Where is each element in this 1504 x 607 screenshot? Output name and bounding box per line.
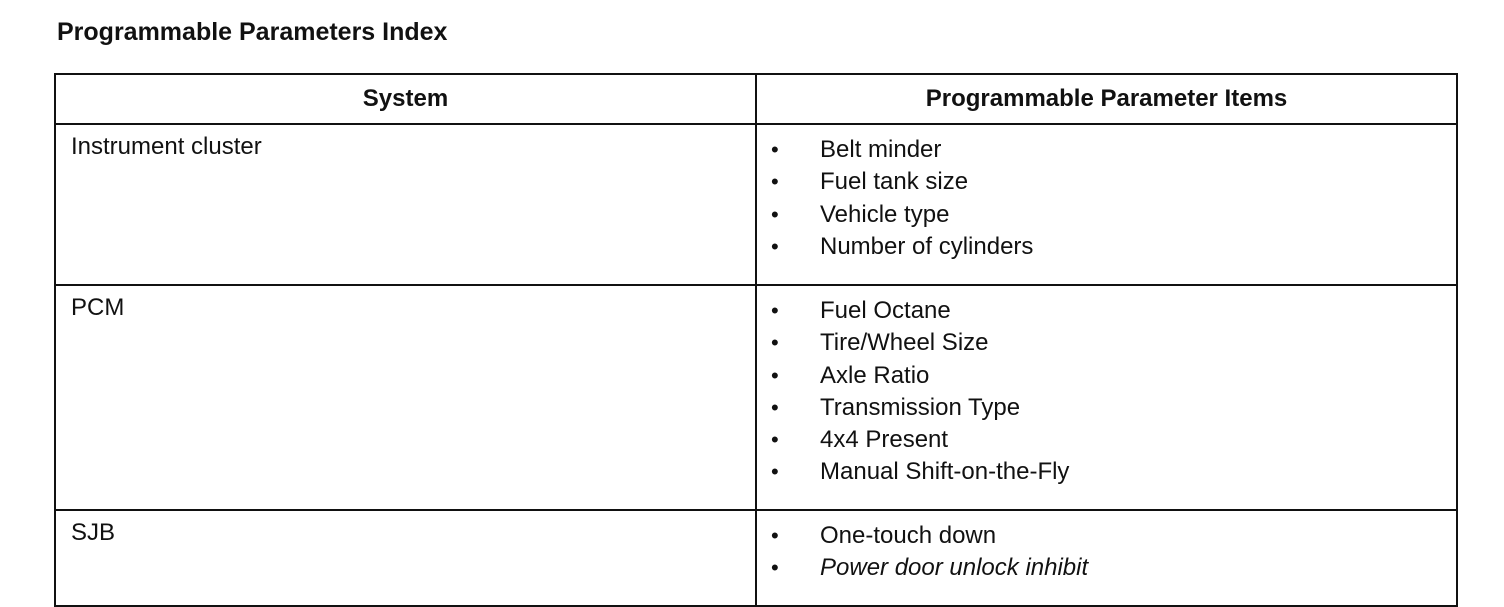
item-label: Belt minder [820,136,942,163]
item-label: Transmission Type [820,393,1021,421]
bullet-icon: • [771,233,779,259]
bullet-icon: • [771,523,779,548]
list-item [757,231,1456,263]
list-item [757,392,1456,424]
list-item [757,520,1456,552]
system-cell: Instrument cluster [55,124,756,285]
system-cell: PCM [55,285,756,510]
list-item [757,134,1456,166]
list-item [757,552,1456,584]
item-label: Manual Shift-on-the-Fly [820,458,1070,486]
list-item [757,424,1456,456]
system-cell: SJB [55,510,756,606]
bullet-icon: • [771,169,779,195]
table-header-row [55,74,1457,124]
items-cell [756,285,1457,510]
list-item [757,295,1456,327]
bullet-icon: • [771,330,779,356]
items-cell [756,510,1457,606]
item-label: 4x4 Present [820,426,949,454]
table-row [55,285,1457,510]
bullet-icon: • [771,362,779,388]
bullet-icon: • [771,555,779,581]
list-item [757,166,1456,198]
list-item [757,327,1456,359]
bullet-icon: • [771,459,779,485]
bullet-icon: • [771,298,779,323]
item-label: Number of cylinders [820,232,1034,260]
item-label: Vehicle type [820,200,950,228]
item-label: Power door unlock inhibit [820,554,1089,582]
column-header-system: System [55,74,756,124]
item-label: One-touch down [820,522,997,549]
item-label: Axle Ratio [820,361,930,389]
table-row [55,124,1457,285]
item-label: Fuel tank size [820,168,969,196]
item-label: Tire/Wheel Size [820,329,989,357]
list-item [757,199,1456,231]
list-item [757,456,1456,488]
bullet-icon: • [771,427,779,453]
parameters-table [54,73,1458,607]
item-list [757,295,1456,489]
bullet-icon: • [771,137,779,162]
table-row [55,510,1457,606]
bullet-icon: • [771,394,779,420]
column-header-parameter-items: Programmable Parameter Items [756,74,1457,124]
bullet-icon: • [771,201,779,227]
page-title: Programmable Parameters Index [57,18,448,46]
item-list [757,134,1456,263]
item-label: Fuel Octane [820,297,951,324]
item-list [757,520,1456,585]
list-item [757,360,1456,392]
items-cell [756,124,1457,285]
